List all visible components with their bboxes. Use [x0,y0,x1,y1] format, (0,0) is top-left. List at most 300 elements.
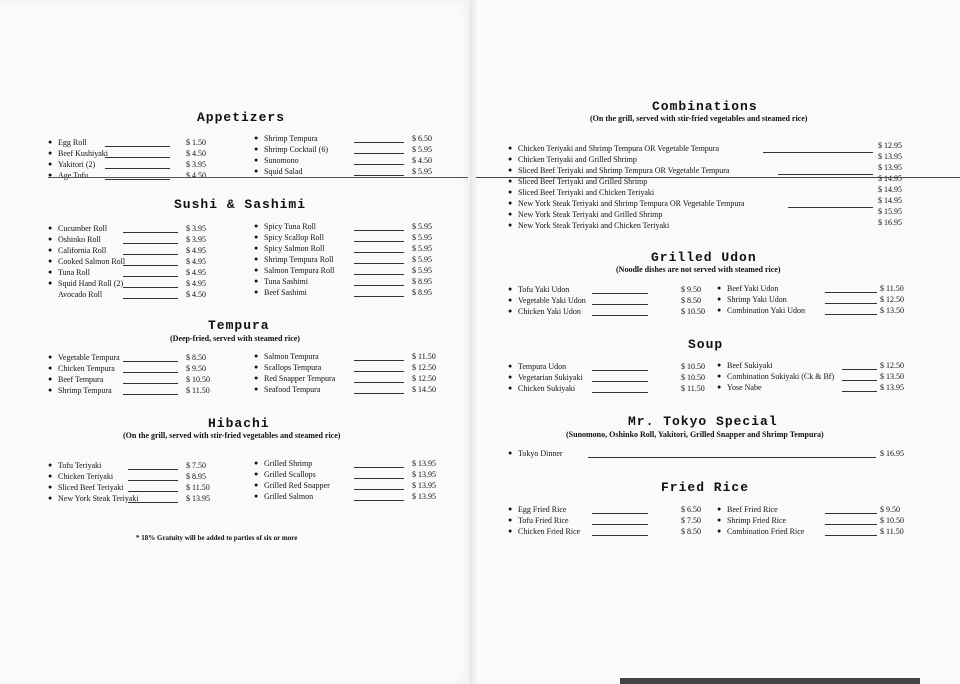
bullet-icon: ● [254,156,259,164]
leader-line [123,372,178,373]
menu-item-name: Chicken Fried Rice [518,527,581,536]
leader-line [105,146,170,147]
bullet-icon: ● [717,527,722,535]
menu-item [48,289,248,300]
menu-item-price: $ 8.95 [412,288,432,297]
leader-line [592,370,648,371]
menu-item-name: Squid Hand Roll (2) [58,279,124,288]
bullet-icon: ● [717,284,722,292]
menu-item-name: Chicken Sukiyaki [518,384,576,393]
menu-item [254,243,444,254]
bullet-icon: ● [508,188,513,196]
bullet-icon: ● [48,149,53,157]
menu-item [254,155,444,166]
menu-item [48,234,248,245]
menu-item [717,294,942,305]
hibachi-col2 [254,458,444,502]
combination-name: Chicken Teriyaki and Grilled Shrimp [518,155,637,164]
sushi-col1 [48,223,248,300]
leader-line [123,276,178,277]
menu-item-price: $ 9.50 [880,505,900,514]
menu-item-name: Combination Fried Rice [727,527,805,536]
menu-item [254,362,444,373]
bullet-icon: ● [254,363,259,371]
soup-heading: Soup [688,337,724,352]
leader-line [123,265,178,266]
bullet-icon: ● [254,266,259,274]
bullet-icon: ● [254,233,259,241]
bullet-icon: ● [48,472,53,480]
udon-heading: Grilled Udon [651,250,757,265]
menu-item-name: Spicy Tuna Roll [264,222,317,231]
menu-item-name: Shrimp Tempura Roll [264,255,334,264]
leader-line [592,315,648,316]
crossed-out-line [476,177,960,178]
bullet-icon: ● [508,362,513,370]
menu-item-price: $ 1.50 [186,138,206,147]
bullet-icon: ● [48,246,53,254]
bullet-icon: ● [48,494,53,502]
leader-line [105,179,170,180]
bullet-icon: ● [508,221,513,229]
menu-item-price: $ 10.50 [186,375,210,384]
menu-item-price: $ 14.50 [412,385,436,394]
menu-item-name: Salmon Tempura Roll [264,266,335,275]
menu-item-name: Sliced Beef Teriyaki [58,483,124,492]
menu-item-price: $ 6.50 [412,134,432,143]
leader-line [354,230,404,231]
hibachi-heading: Hibachi [208,416,270,431]
menu-item-name: Spicy Scallop Roll [264,233,324,242]
bullet-icon: ● [508,505,513,513]
menu-item-name: Chicken Tempura [58,364,115,373]
menu-item-price: $ 5.95 [412,145,432,154]
menu-item-price: $ 4.50 [186,149,206,158]
leader-line [825,314,877,315]
menu-item [508,526,708,537]
leader-line [354,371,404,372]
combination-price: $ 13.95 [878,163,902,172]
bullet-icon: ● [508,177,513,185]
menu-item [254,221,444,232]
menu-item-price: $ 4.95 [186,279,206,288]
menu-item-name: Avocado Roll [58,290,103,299]
leader-line [842,391,877,392]
menu-item-price: $ 12.50 [880,295,904,304]
leader-line [354,296,404,297]
bullet-icon: ● [508,199,513,207]
menu-item-price: $ 12.50 [412,374,436,383]
menu-item [254,144,444,155]
menu-item [508,383,708,394]
menu-item [254,469,444,480]
menu-item [48,363,248,374]
menu-item [717,371,942,382]
menu-item-name: Beef Sashimi [264,288,307,297]
menu-item-name: Shrimp Fried Rice [727,516,787,525]
menu-item-name: Beef Fried Rice [727,505,778,514]
bullet-icon: ● [48,257,53,265]
tempura-subtitle: (Deep-fried, served with steamed rice) [170,334,300,343]
bullet-icon: ● [717,383,722,391]
bullet-icon: ● [254,145,259,153]
combination-price: $ 16.95 [878,218,902,227]
menu-item-name: Beef Sukiyaki [727,361,773,370]
menu-item-name: Age Tofu [58,171,89,180]
bullet-icon: ● [254,167,259,175]
udon-col1 [508,284,708,317]
menu-item [254,166,444,177]
bullet-icon: ● [254,244,259,252]
menu-item [508,504,708,515]
bullet-icon: ● [48,268,53,276]
bullet-icon: ● [48,483,53,491]
combination-name: New York Steak Teriyaki and Shrimp Tempura OR Vegetable Tempura [518,199,745,208]
leader-line [105,157,170,158]
sushi-heading: Sushi & Sashimi [174,197,307,212]
menu-item-name: Vegetable Tempura [58,353,120,362]
menu-item [48,460,248,471]
appetizers-col1 [48,137,248,181]
menu-item-name: Seafood Tempura [264,385,321,394]
leader-line [128,469,178,470]
leader-line [354,489,404,490]
leader-line [592,513,648,514]
menu-item-price: $ 10.50 [681,373,705,382]
bullet-icon: ● [254,492,259,500]
menu-item [254,458,444,469]
menu-item-name: Grilled Red Snapper [264,481,330,490]
bullet-icon: ● [254,481,259,489]
combination-name: Sliced Beef Teriyaki and Chicken Teriyaki [518,188,655,197]
menu-item [717,360,942,371]
menu-item-name: Grilled Salmon [264,492,314,501]
menu-item [48,385,248,396]
bullet-icon: ● [717,361,722,369]
menu-item [48,170,248,181]
combination-item [508,143,828,154]
appetizers-divider [48,177,468,178]
menu-item [254,254,444,265]
leader-line [128,491,178,492]
menu-item [254,287,444,298]
menu-item [48,223,248,234]
menu-item-name: Cucumber Roll [58,224,108,233]
leader-line [123,243,178,244]
menu-item [254,480,444,491]
friedrice-col1 [508,504,708,537]
menu-item-name: Shrimp Tempura [264,134,318,143]
bullet-icon: ● [254,222,259,230]
menu-item-price: $ 4.50 [186,290,206,299]
bullet-icon: ● [717,295,722,303]
menu-item-name: Shrimp Yaki Udon [727,295,787,304]
menu-item-price: $ 8.50 [186,353,206,362]
soup-col2 [717,360,942,393]
leader-line [123,383,178,384]
sushi-col2 [254,221,444,298]
leader-line [354,164,404,165]
combination-price: $ 14.95 [878,185,902,194]
bullet-icon: ● [254,374,259,382]
bullet-icon: ● [48,353,53,361]
menu-item-name: Cooked Salmon Roll [58,257,126,266]
menu-item-price: $ 11.50 [186,386,210,395]
menu-item-price: $ 4.50 [186,171,206,180]
menu-item-price: $ 5.95 [412,255,432,264]
friedrice-heading: Fried Rice [661,480,750,495]
udon-subtitle: (Noodle dishes are not served with steamed rice) [616,265,781,274]
bullet-icon: ● [254,288,259,296]
leader-line [354,500,404,501]
menu-item [508,284,708,295]
menu-item-price: $ 13.95 [412,481,436,490]
soup-col1 [508,361,708,394]
bullet-icon: ● [508,144,513,152]
leader-line [842,380,877,381]
menu-item [508,372,708,383]
bullet-icon: ● [508,384,513,392]
combination-name: Chicken Teriyaki and Shrimp Tempura OR Vegetable Tempura [518,144,720,153]
menu-item [48,471,248,482]
menu-item [717,305,942,316]
menu-item [254,351,444,362]
menu-item-price: $ 7.50 [681,516,701,525]
menu-item [254,276,444,287]
menu-item-name: Combination Sukiyaki (Ck & Bf) [727,372,835,381]
bullet-icon: ● [717,516,722,524]
leader-line [825,524,877,525]
bullet-icon: ● [508,307,513,315]
tempura-col1 [48,352,248,396]
combinations-prices [878,140,938,228]
leader-line [123,287,178,288]
combination-name: New York Steak Teriyaki and Grilled Shrimp [518,210,663,219]
menu-item-price: $ 10.50 [681,362,705,371]
appetizers-heading: Appetizers [197,110,286,125]
bullet-icon: ● [254,352,259,360]
menu-item-name: Salmon Tempura [264,352,319,361]
leader-line [123,298,178,299]
menu-item [508,361,708,372]
leader-line [354,142,404,143]
menu-item [254,384,444,395]
menu-item-name: Tofu Fried Rice [518,516,569,525]
gratuity-note: * 18% Gratuity will be added to parties of six or more [136,534,298,542]
bullet-icon: ● [254,134,259,142]
combination-price: $ 13.95 [878,152,902,161]
combination-item [508,165,828,176]
menu-item-name: Vegetable Yaki Udon [518,296,586,305]
menu-item-name: Combination Yaki Udon [727,306,806,315]
menu-item-name: Grilled Scallops [264,470,316,479]
menu-item-name: Oshinko Roll [58,235,101,244]
leader-line [825,292,877,293]
menu-item [717,526,942,537]
combination-item [508,187,828,198]
bullet-icon: ● [508,296,513,304]
special-item: Tokyo Dinner [518,449,563,458]
bullet-icon: ● [48,224,53,232]
page-edge-shadow [620,678,920,684]
menu-item-price: $ 9.50 [681,285,701,294]
bullet-icon: ● [48,461,53,469]
leader-line [825,303,877,304]
menu-item-price: $ 7.50 [186,461,206,470]
menu-item-price: $ 11.50 [880,284,904,293]
menu-item [254,491,444,502]
combination-price: $ 12.95 [878,141,902,150]
menu-item-price: $ 13.95 [412,492,436,501]
bullet-icon: ● [48,386,53,394]
bullet-icon: ● [717,306,722,314]
menu-item-name: Shrimp Cocktail (6) [264,145,328,154]
special-subtitle: (Sunomono, Oshinko Roll, Yakitori, Grilled Snapper and Shrimp Tempura) [566,430,824,439]
menu-item-name: Tempura Udon [518,362,567,371]
menu-item-name: Yakitori (2) [58,160,96,169]
menu-item [48,256,248,267]
combination-item [508,154,828,165]
menu-item [48,278,248,289]
leader-line [123,394,178,395]
menu-right-page [476,0,960,684]
leader-line [128,480,178,481]
combination-price: $ 14.95 [878,196,902,205]
menu-item-name: Tofu Teriyaki [58,461,102,470]
menu-item-name: Vegetarian Sukiyaki [518,373,583,382]
menu-item [48,148,248,159]
bullet-icon: ● [717,372,722,380]
menu-item-price: $ 3.95 [186,160,206,169]
bullet-icon: ● [48,279,53,287]
menu-item-price: $ 4.95 [186,246,206,255]
menu-item-name: Egg Roll [58,138,87,147]
leader-line [354,175,404,176]
bullet-icon: ● [48,138,53,146]
menu-item [48,482,248,493]
menu-item-name: Scallops Tempura [264,363,322,372]
leader-line [123,361,178,362]
combination-price: $ 14.95 [878,174,902,183]
leader-line [592,392,648,393]
menu-item [48,159,248,170]
combination-name: Sliced Beef Teriyaki and Shrimp Tempura OR Vegetable Tempura [518,166,730,175]
menu-item-price: $ 5.95 [412,233,432,242]
menu-item-price: $ 11.50 [412,352,436,361]
friedrice-col2 [717,504,942,537]
combination-name: Sliced Beef Teriyaki and Grilled Shrimp [518,177,648,186]
menu-item-price: $ 5.95 [412,266,432,275]
menu-item-price: $ 5.95 [412,222,432,231]
leader-line [354,285,404,286]
menu-item [254,373,444,384]
menu-item-name: Beef Kushiyaki [58,149,108,158]
menu-item-name: Spicy Salmon Roll [264,244,325,253]
menu-item-name: Egg Fried Rice [518,505,567,514]
menu-item-name: Sunomono [264,156,299,165]
bullet-icon: ● [508,527,513,535]
menu-item-price: $ 11.50 [681,384,705,393]
menu-item-price: $ 8.50 [681,527,701,536]
menu-item-price: $ 6.50 [681,505,701,514]
menu-item-price: $ 10.50 [880,516,904,525]
menu-item-name: Tofu Yaki Udon [518,285,570,294]
combinations-subtitle: (On the grill, served with stir-fried vegetables and steamed rice) [590,114,808,123]
leader-line [778,174,873,175]
menu-item-name: Chicken Yaki Udon [518,307,581,316]
bullet-icon: ● [48,364,53,372]
menu-item [48,493,248,504]
menu-item-price: $ 3.95 [186,235,206,244]
bullet-icon: ● [508,285,513,293]
menu-item [254,232,444,243]
menu-item-name: New York Steak Teriyaki [58,494,139,503]
bullet-icon: ● [508,516,513,524]
bullet-icon: ● [48,375,53,383]
menu-item-name: Beef Tempura [58,375,104,384]
leader-line [354,263,404,264]
appetizers-col2 [254,133,444,177]
menu-item [48,267,248,278]
leader-line [763,152,873,153]
menu-item-price: $ 11.50 [880,527,904,536]
bullet-icon: ● [508,210,513,218]
menu-item [717,504,942,515]
menu-item-price: $ 8.50 [681,296,701,305]
bullet-icon: ● [48,171,53,179]
udon-col2 [717,283,942,316]
bullet-icon: ● [508,155,513,163]
bullet-icon: ● [254,277,259,285]
leader-line [354,241,404,242]
leader-line [842,369,877,370]
hibachi-col1 [48,460,248,504]
menu-item-price: $ 4.50 [412,156,432,165]
menu-item-price: $ 12.50 [880,361,904,370]
combination-item [508,198,828,209]
combination-item [508,209,828,220]
menu-item-name: Chicken Teriyaki [58,472,114,481]
combination-item [508,220,828,231]
menu-left-page [0,0,472,684]
menu-item [717,382,942,393]
menu-item-name: Tuna Roll [58,268,90,277]
leader-line [592,304,648,305]
leader-line [825,513,877,514]
menu-item-price: $ 13.95 [412,470,436,479]
bullet-icon: ● [508,373,513,381]
menu-item-price: $ 8.95 [412,277,432,286]
leader-line [354,382,404,383]
menu-item [508,306,708,317]
menu-item-price: $ 3.95 [186,224,206,233]
leader-line [128,502,178,503]
leader-line [354,393,404,394]
menu-item-price: $ 11.50 [186,483,210,492]
menu-item [254,133,444,144]
menu-item-name: Squid Salad [264,167,303,176]
leader-line [592,293,648,294]
menu-item-name: Grilled Shrimp [264,459,313,468]
menu-item [717,515,942,526]
menu-item-price: $ 13.50 [880,372,904,381]
menu-item-name: California Roll [58,246,107,255]
menu-item-price: $ 5.95 [412,167,432,176]
bullet-icon: ● [254,459,259,467]
menu-item [48,374,248,385]
menu-item [48,137,248,148]
menu-item [508,515,708,526]
